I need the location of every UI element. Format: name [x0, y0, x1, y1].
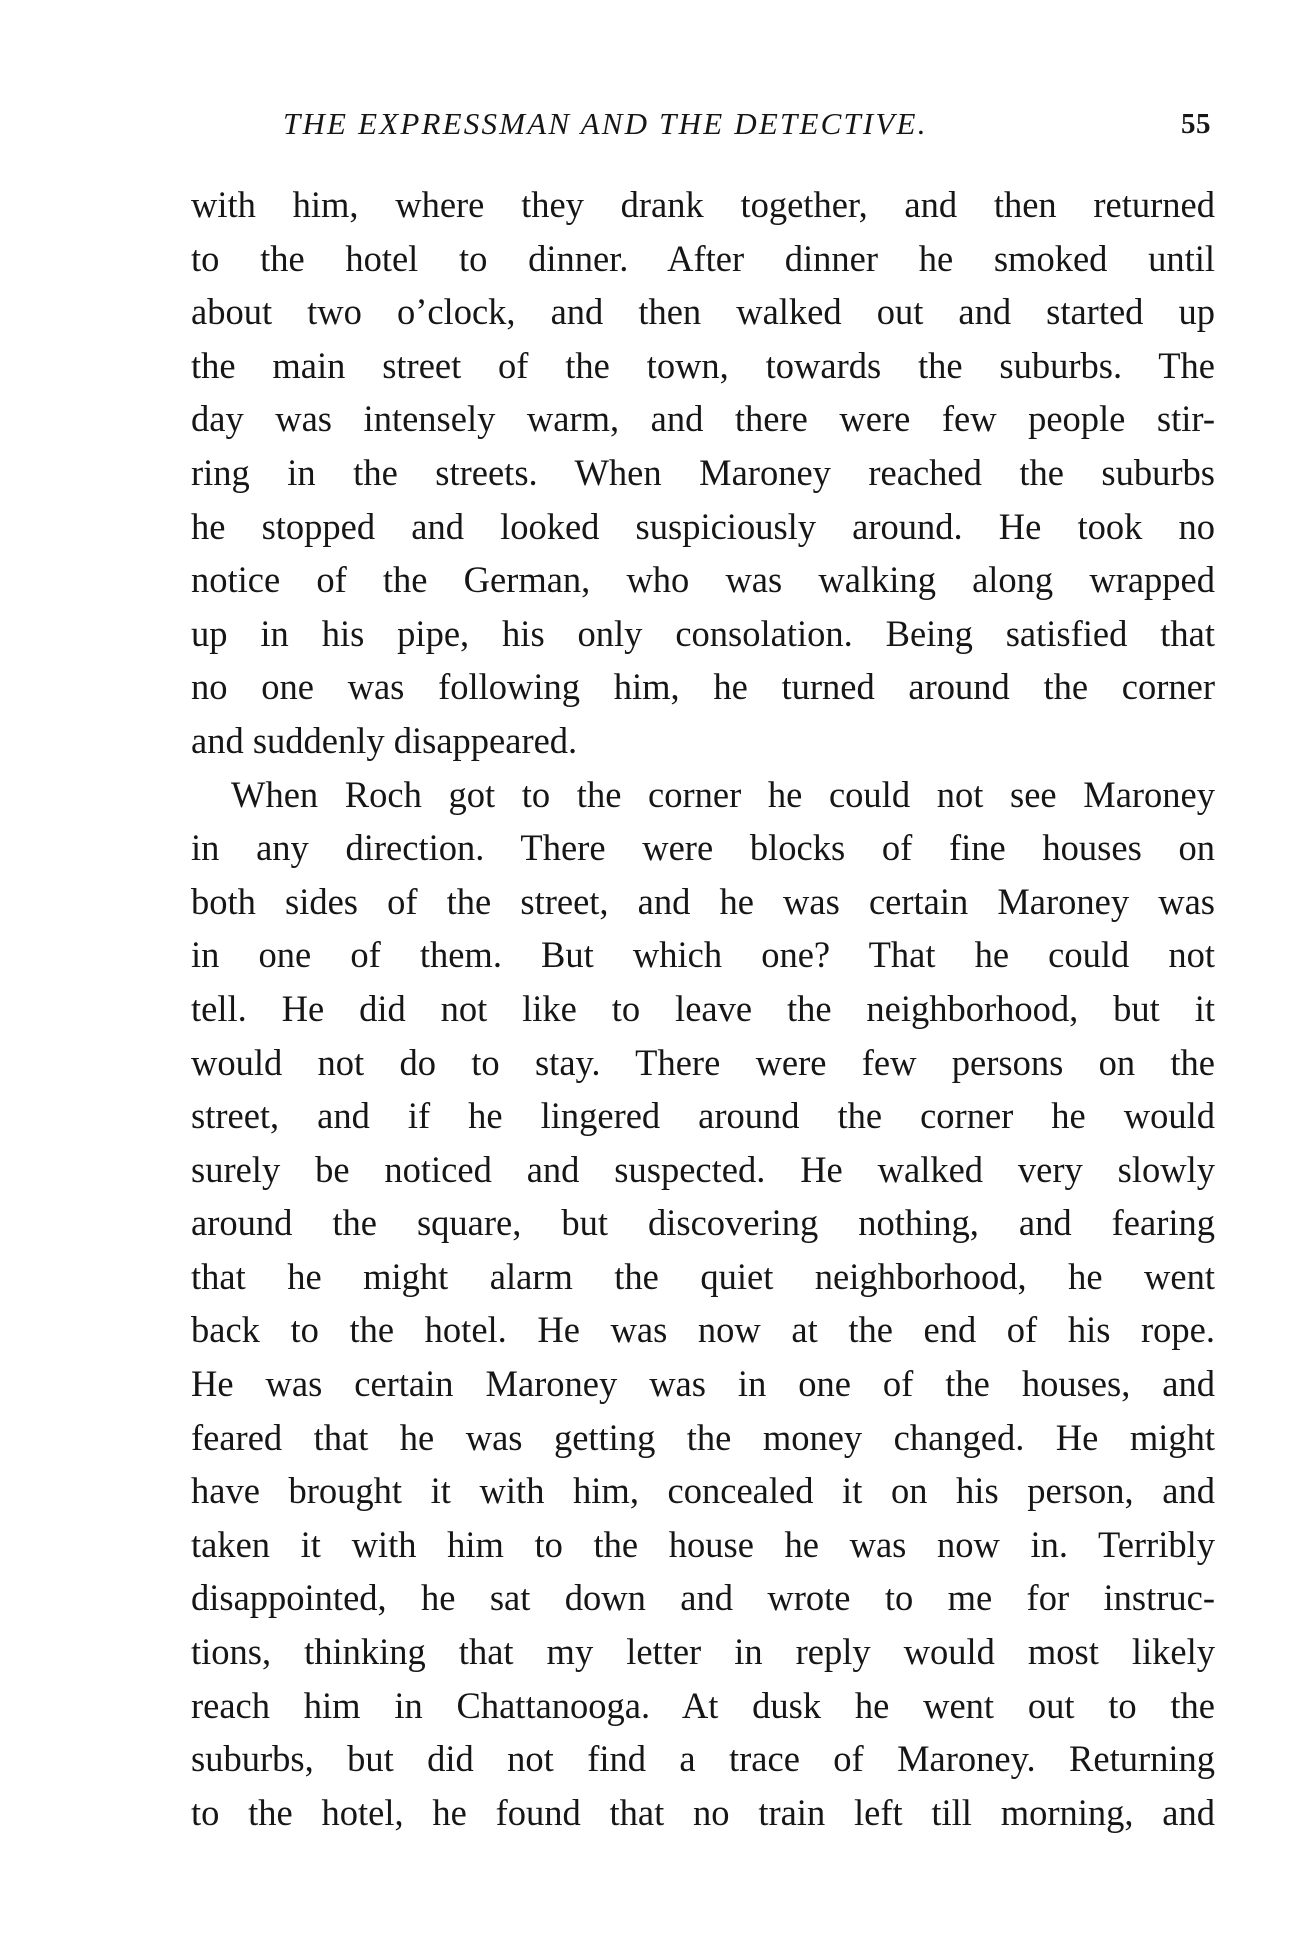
paragraph-1: [191, 178, 1215, 768]
text-line: When Roch got to the corner he could not see Maroney: [231, 773, 1215, 815]
text-line: back to the hotel. He was now at the end of his rope.: [191, 1309, 1215, 1351]
page-header: [283, 100, 1211, 148]
body-text: [191, 178, 1215, 1839]
running-head: THE EXPRESSMAN AND THE DETECTIVE.: [283, 106, 928, 141]
text-line: He was certain Maroney was in one of the houses, and: [191, 1363, 1215, 1405]
text-line: feared that he was getting the money changed. He might: [191, 1416, 1215, 1458]
text-line: both sides of the street, and he was certain Maroney was: [191, 880, 1215, 922]
text-line: to the hotel to dinner. After dinner he smoked until: [191, 237, 1215, 279]
text-line: have brought it with him, concealed it on his person, and: [191, 1470, 1215, 1512]
text-line: he stopped and looked suspiciously around. He took no: [191, 505, 1215, 547]
paragraph-2: [191, 768, 1215, 1840]
text-line: the main street of the town, towards the suburbs. The: [191, 344, 1215, 386]
text-line: ring in the streets. When Maroney reached the suburbs: [191, 451, 1215, 493]
text-line: no one was following him, he turned around the corner: [191, 666, 1215, 708]
text-line: taken it with him to the house he was now in. Terribly: [191, 1523, 1215, 1565]
text-line: around the square, but discovering nothing, and fearing: [191, 1202, 1215, 1244]
text-line: in any direction. There were blocks of fine houses on: [191, 827, 1215, 869]
text-line: that he might alarm the quiet neighborhood, he went: [191, 1255, 1215, 1297]
text-line: reach him in Chattanooga. At dusk he went out to the: [191, 1684, 1215, 1726]
text-line: disappointed, he sat down and wrote to me for instruc-: [191, 1577, 1215, 1619]
text-line: tions, thinking that my letter in reply would most likely: [191, 1631, 1215, 1673]
text-line: about two o’clock, and then walked out and started up: [191, 291, 1215, 333]
page-number: 55: [1181, 108, 1211, 140]
text-line: suburbs, but did not find a trace of Maroney. Returning: [191, 1738, 1215, 1780]
text-line: to the hotel, he found that no train left till morning, and: [191, 1791, 1215, 1833]
text-line: with him, where they drank together, and then returned: [191, 184, 1215, 225]
text-line: day was intensely warm, and there were few people stir-: [191, 398, 1215, 440]
text-line: and suddenly disappeared.: [191, 719, 578, 761]
text-line: street, and if he lingered around the corner he would: [191, 1095, 1215, 1137]
text-line: in one of them. But which one? That he could not: [191, 934, 1215, 976]
text-line: notice of the German, who was walking along wrapped: [191, 559, 1215, 601]
text-line: surely be noticed and suspected. He walked very slowly: [191, 1148, 1215, 1190]
text-line: up in his pipe, his only consolation. Being satisfied that: [191, 612, 1215, 654]
text-line: would not do to stay. There were few persons on the: [191, 1041, 1215, 1083]
text-line: tell. He did not like to leave the neighborhood, but it: [191, 987, 1215, 1029]
